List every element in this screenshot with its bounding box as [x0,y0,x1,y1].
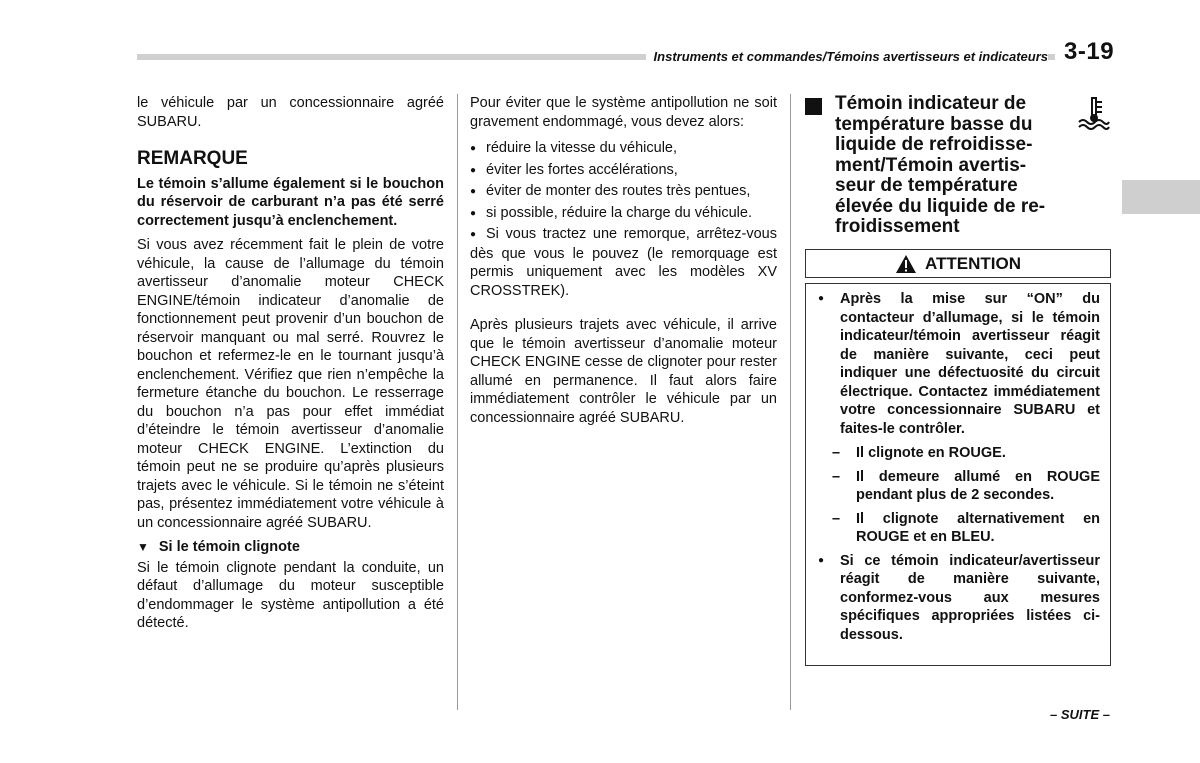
coolant-temperature-icon [1077,96,1111,130]
subheading-text: Si le témoin clignote [158,539,300,555]
bullet-icon: ● [470,186,477,197]
section-title: Témoin indicateur de température basse du liquide de refroidisse- ment/Témoin avertis- seur de température élevée du liquide de re- froidissement [835,93,1046,237]
warning-item: ● Si ce témoin indicateur/avertisseur réagit de manière suivante, conformez-vous aux mesures spécifiques appropriées listées ci-dessous. [818,552,1100,643]
list-item: ● Si vous tractez une remorque, arrêtez-vous dès que vous le pouvez (le remorquage est permis uniquement avec les modèles XV CROSSTREK). [470,226,777,299]
attention-banner [805,249,1111,278]
column-divider-1 [457,94,458,710]
section-marker-icon [805,98,822,115]
bullet-icon: ● [470,229,477,240]
bullet-icon: ● [470,164,477,176]
chapter-tab [1122,180,1200,214]
bullet-list [470,139,777,300]
col2-intro: Pour éviter que le système antipollution ne soit gravement endommagé, vous devez alors: [470,95,777,130]
attention-label: ATTENTION [924,254,1021,273]
section-heading [805,94,1111,238]
dash-icon: – [832,510,841,527]
dash-item: – Il clignote en ROUGE. [832,445,1006,461]
dash-item: – Il clignote alternativement en ROUGE et en BLEU. [832,510,1100,545]
col1-intro: le véhicule par un concessionnaire agréé SUBARU. [137,95,444,130]
bullet-icon: ● [818,293,825,304]
page-number: 3-19 [1064,38,1115,65]
dash-icon: – [832,468,841,485]
bullet-icon: ● [470,207,477,219]
list-item: ● si possible, réduire la charge du véhicule. [470,204,777,224]
triangle-down-icon: ▼ [137,540,149,554]
warning-item: ● Après la mise sur “ON” du contacteur d’allumage, si le témoin indicateur/témoin avertisseur réagit de manière suivante, ceci peut indiquer une défectuosité du circuit électrique. Contactez immédiatement votre concessionnaire SUBARU et faites-le contrôler. [818,291,1100,437]
bullet-icon: ● [470,143,477,154]
col1-paragraph-1: Si vous avez récemment fait le plein de votre véhicule, la cause de l’allumage du témoin avertisseur d’anomalie moteur CHECK ENGINE/témoin indicateur d’anomalie de fonctionnement peut provenir d’un bouchon de réservoir manquant ou mal serré. Rouvrez le bouchon et refermez-le en le tournant jusqu’à enclenchement. Vérifiez que rien n’empêche la fermeture étanche du bouchon. Le resserrage du bouchon n’a pas pour effet immédiat d’éteindre le témoin avertisseur d’anomalie moteur CHECK ENGINE. L’extinction du témoin peut ne se produire qu’après plusieurs trajets avec le véhicule. Si le témoin ne s’éteint pas, présentez immédiatement votre véhicule à un concessionnaire agréé SUBARU. [137,237,444,531]
subheading-blinking [137,538,444,557]
remark-title: REMARQUE [137,148,248,169]
remark-text: Le témoin s’allume également si le bouchon du réservoir de carburant n’a pas été serré correctement jusqu’à enclenchement. [137,175,444,229]
column-divider-2 [790,94,791,710]
continued-label: – SUITE – [1050,707,1110,722]
list-item: ● éviter les fortes accélérations, [470,161,777,181]
warning-triangle-icon [895,254,917,274]
col2-paragraph-2: Après plusieurs trajets avec véhicule, il arrive que le témoin avertisseur d’anomalie moteur CHECK ENGINE cesse de clignoter pour rester allumé en permanence. Il faut alors faire immédiatement contrôler le véhicule par un concessionnaire agréé SUBARU. [470,317,777,426]
dash-icon: – [832,445,841,461]
col1-paragraph-2: Si le témoin clignote pendant la conduite, un défaut d’allumage du moteur susceptible d’endommager le système antipollution a été détecté. [137,559,444,631]
column-1 [137,94,444,633]
column-2 [470,94,777,427]
column-3 [805,94,1111,238]
list-item: ● réduire la vitesse du véhicule, [470,139,777,159]
running-header: Instruments et commandes/Témoins avertisseurs et indicateurs [646,49,1048,64]
list-item: ● éviter de monter des routes très pentues, [470,182,777,202]
warning-box [805,283,1111,666]
bullet-icon: ● [818,554,825,566]
dash-item: – Il demeure allumé en ROUGE pendant plus de 2 secondes. [832,468,1100,503]
